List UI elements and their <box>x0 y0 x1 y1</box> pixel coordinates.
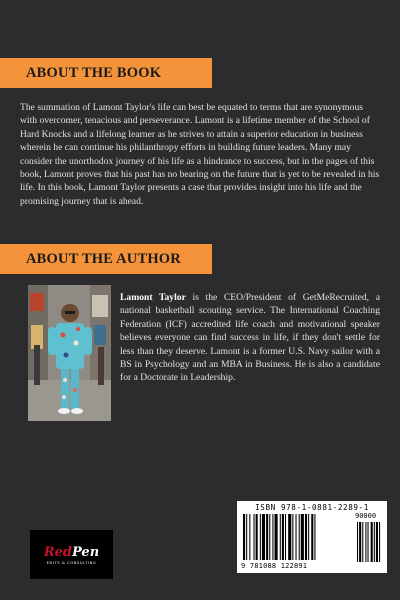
barcode-bar <box>288 514 291 560</box>
barcode-bar <box>260 514 261 560</box>
author-photo <box>28 285 111 421</box>
barcode-bar <box>299 514 300 560</box>
barcode-bar <box>296 514 297 560</box>
barcode-addon-bar <box>359 522 361 562</box>
barcode-addon-bar <box>368 522 369 562</box>
about-book-heading: ABOUT THE BOOK <box>26 64 162 81</box>
barcode-bar <box>292 514 293 560</box>
barcode-bar <box>301 514 304 560</box>
barcode-bar <box>314 514 315 560</box>
publisher-tagline: EDITS & CONSULTING <box>46 560 97 565</box>
barcode-bars <box>243 514 383 562</box>
barcode-bar <box>275 514 278 560</box>
author-bio-text: is the CEO/President of GetMeRecruited, a national basketball scouting service. The International Coaching Federation (ICF) accredited life coach and motivational speaker believes everyone can find success in life, if they don't settle for less than they deserve. Lamont is a former U.S. Navy sailor with a BS in Psychology and an MBA in Business. He is also a candidate for a Doctorate in Leadership. <box>120 292 380 384</box>
barcode-bar <box>282 514 284 560</box>
barcode-digits: 9 781088 122891 <box>241 562 308 570</box>
author-name: Lamont Taylor <box>120 292 186 303</box>
barcode-addon-bar <box>376 522 378 562</box>
about-author-banner <box>0 244 212 274</box>
barcode-bar <box>272 514 273 560</box>
about-book-banner <box>0 58 212 88</box>
publisher-logo <box>30 530 113 579</box>
barcode-bar <box>249 514 250 560</box>
barcode-bar <box>311 514 313 560</box>
author-bio <box>120 291 380 385</box>
barcode-addon-bar <box>371 522 373 562</box>
barcode-bar <box>256 514 258 560</box>
barcode-bar <box>305 514 307 560</box>
barcode-addon-bar <box>374 522 375 562</box>
barcode-bar <box>254 514 255 560</box>
barcode-addon-bar <box>362 522 363 562</box>
barcode-addon-bar <box>357 522 358 562</box>
barcode-bar <box>243 514 245 560</box>
barcode-addon-bar <box>379 522 380 562</box>
isbn-barcode <box>237 501 387 573</box>
about-author-heading: ABOUT THE AUTHOR <box>26 250 181 267</box>
barcode-bar <box>269 514 270 560</box>
barcode-addon-bar <box>365 522 366 562</box>
barcode-bar <box>266 514 268 560</box>
barcode-bar <box>308 514 309 560</box>
barcode-addon-digits: 90000 <box>355 512 377 520</box>
barcode-bar <box>280 514 281 560</box>
isbn-label: ISBN 978-1-0881-2289-1 <box>255 503 369 512</box>
publisher-logo-wordmark: RedPen <box>43 544 100 560</box>
barcode-bar <box>285 514 286 560</box>
barcode-bar <box>262 514 265 560</box>
about-book-text: The summation of Lamont Taylor's life can best be equated to terms that are synonymous with overcomer, tenacious and perseverance. Lamont is a lifetime member of the School of Hard Knocks and a lifelong learner as he strives to attain a superior education in business wherein he can continue his philanthropy efforts in building future leaders. Many may consider the unorthodox journey of his life as a hindrance to success, but in the pages of this book, Lamont proves that his past has no bearing on the future that is yet to be revealed in his life. In this book, Lamont Taylor presents a case that provides insight into his life and the promising journey that is ahead. <box>20 102 380 207</box>
barcode-bar <box>246 514 247 560</box>
